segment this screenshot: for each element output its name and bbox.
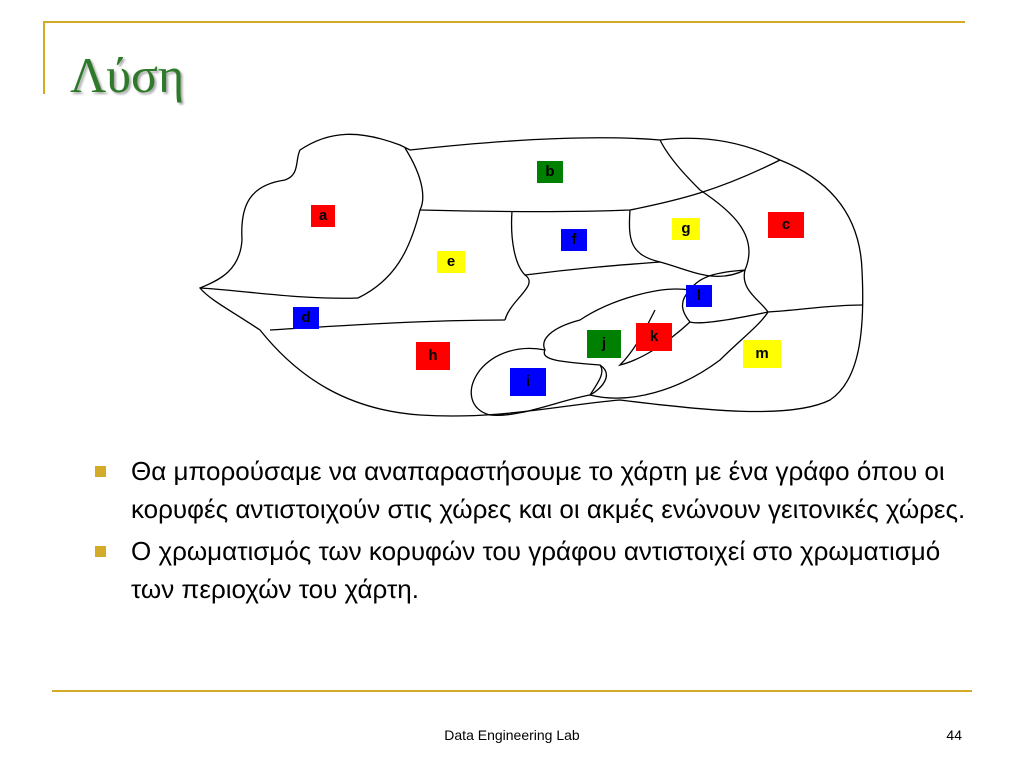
slide-title: Λύση — [70, 47, 185, 103]
region-label-f: f — [561, 229, 587, 251]
page-number: 44 — [946, 727, 962, 743]
region-label-a: a — [311, 205, 335, 227]
boundary-e-f — [505, 211, 529, 320]
boundary-f-g — [629, 210, 660, 262]
region-label-l: l — [686, 285, 712, 307]
boundary-a-d — [200, 288, 358, 298]
bullet-item — [95, 532, 975, 608]
region-label-m: m — [743, 340, 781, 368]
bullet-text: Θα μπορούσαμε να αναπαραστήσουμε το χάρτη με ένα γράφο όπου οι κορυφές αντιστοιχούν στις χώρες και οι ακμές ενώνουν γειτονικές χώρες. — [131, 456, 966, 524]
boundary-a-b-e — [358, 148, 423, 298]
region-label-d: d — [293, 307, 319, 329]
region-label-j: j — [587, 330, 621, 358]
boundary-b-bottom — [420, 160, 780, 212]
bullet-square-icon — [95, 546, 106, 557]
footer-divider — [52, 690, 972, 692]
boundary-c-m — [768, 305, 862, 312]
boundary-b-c — [660, 140, 700, 190]
bullet-item — [95, 452, 975, 528]
region-label-c: c — [768, 212, 804, 238]
boundary-f-bottom — [525, 262, 745, 276]
region-label-g: g — [672, 218, 700, 240]
region-label-h: h — [416, 342, 450, 370]
footer-label: Data Engineering Lab — [444, 727, 580, 743]
bullet-square-icon — [95, 466, 106, 477]
region-label-i: i — [510, 368, 546, 396]
bullet-list — [95, 452, 975, 612]
bullet-text: Ο χρωματισμός των κορυφών του γράφου αντιστοιχεί στο χρωματισμό των περιοχών του χάρτη. — [131, 536, 941, 604]
region-label-k: k — [636, 323, 672, 351]
region-label-b: b — [537, 161, 563, 183]
region-label-e: e — [437, 251, 465, 273]
